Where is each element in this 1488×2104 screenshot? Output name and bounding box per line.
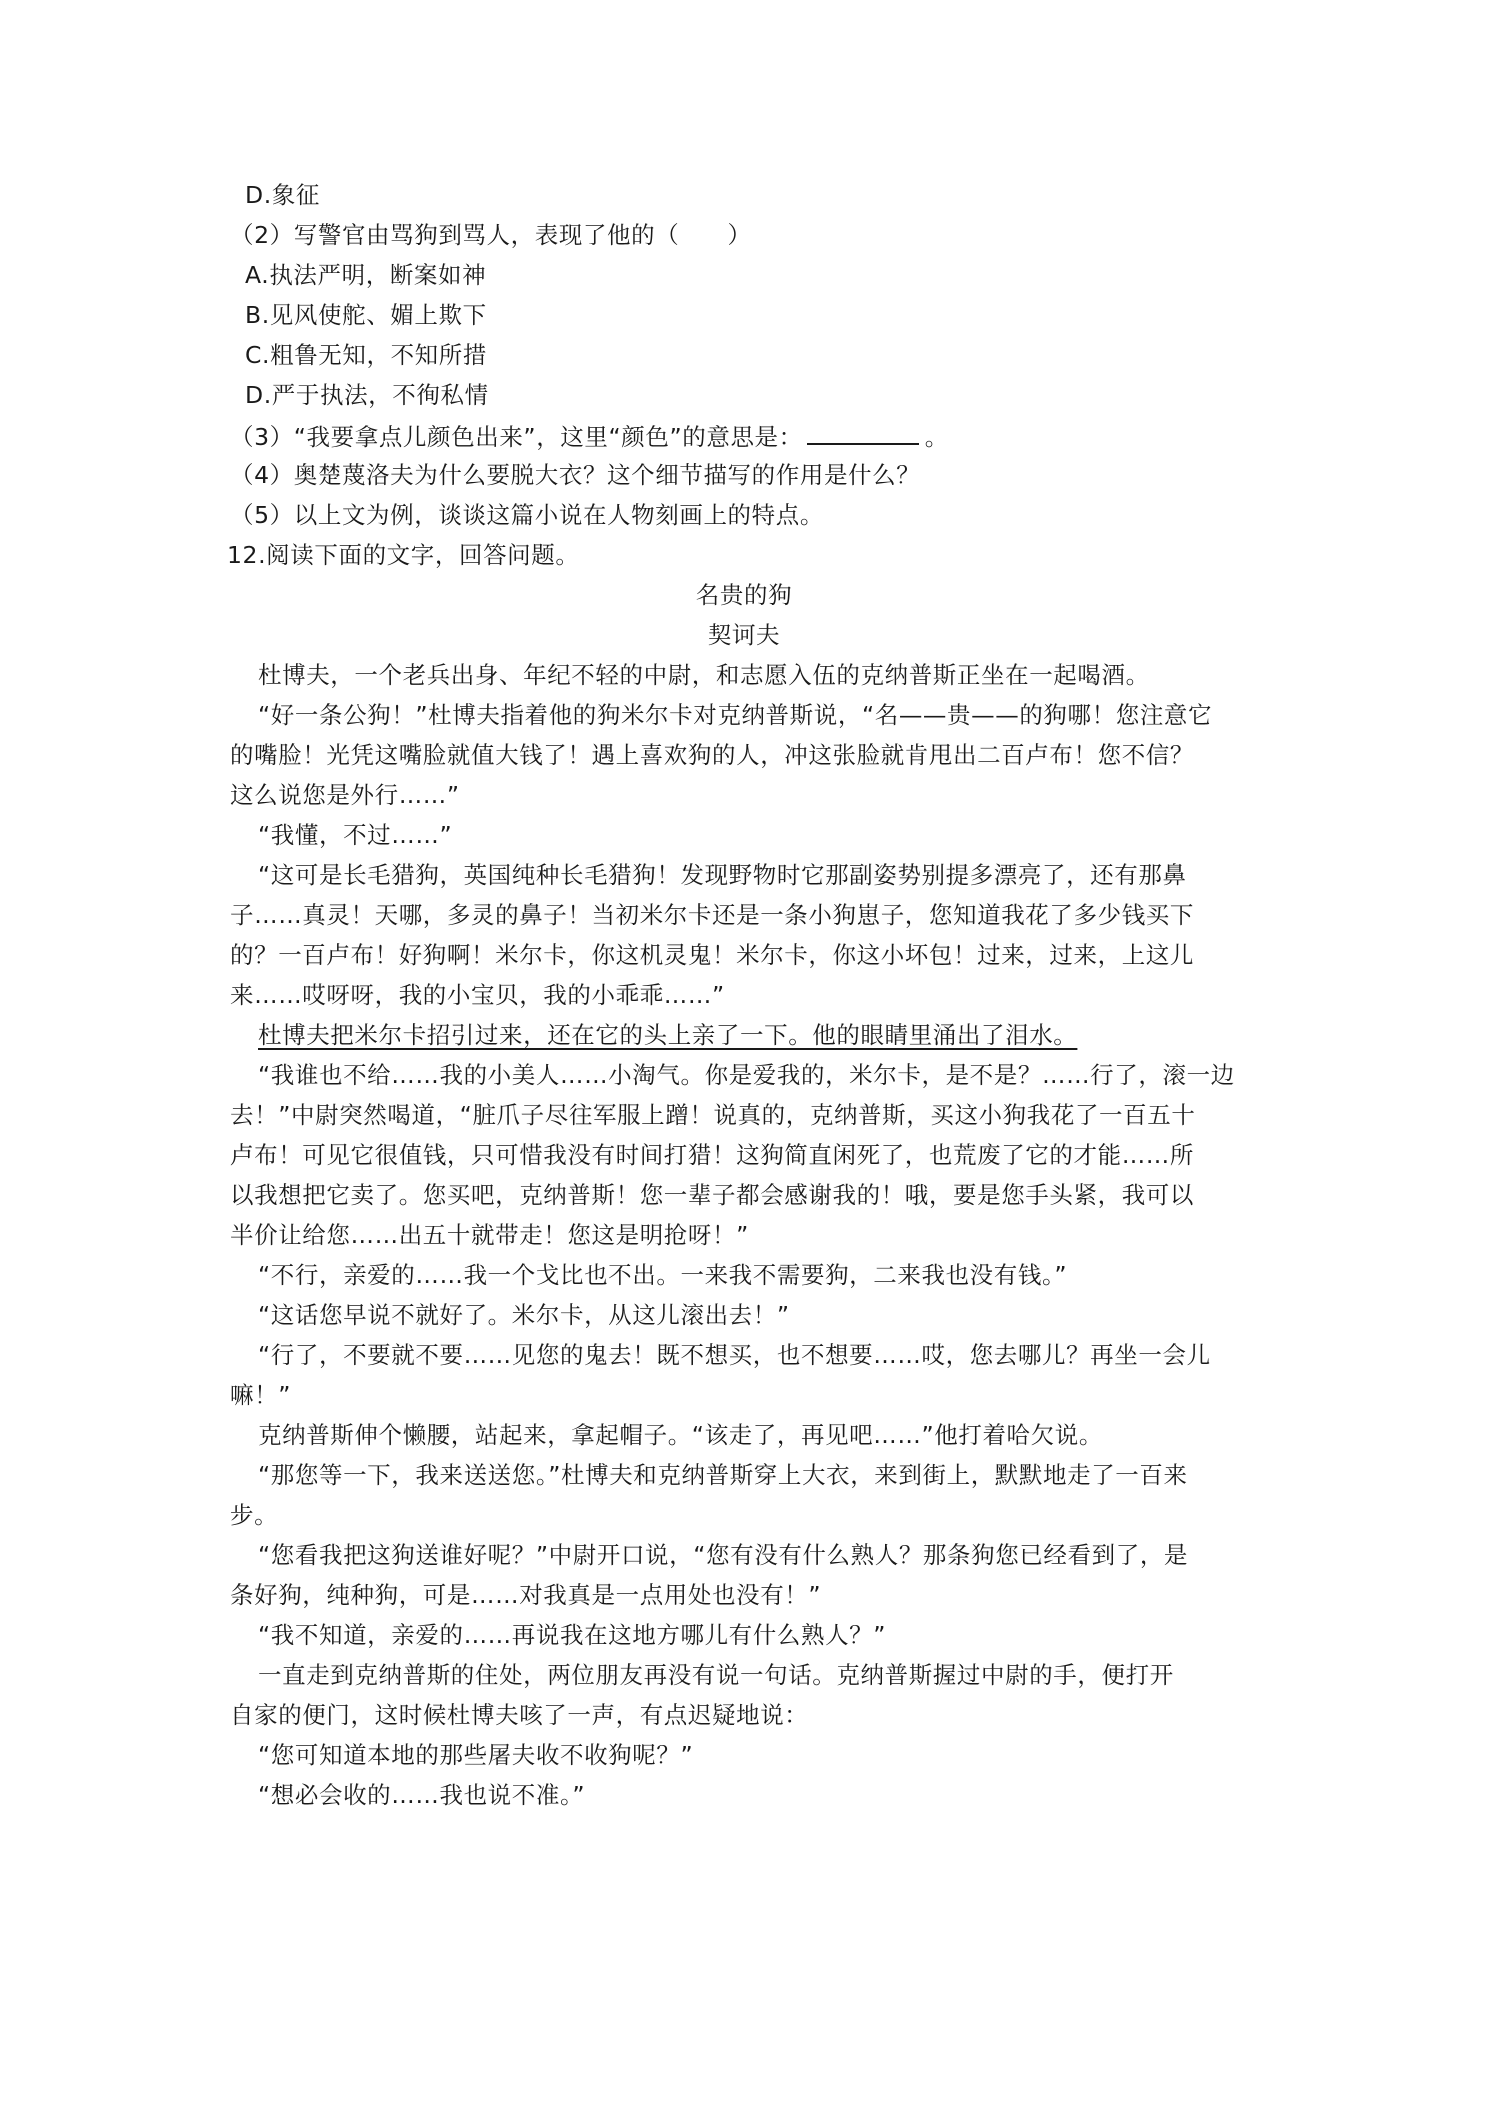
- story-line: “这可是长毛猎狗，英国纯种长毛猎狗！发现野物时它那副姿势别提多漂亮了，还有那鼻: [258, 861, 1187, 889]
- story-line: “这话您早说不就好了。米尔卡，从这儿滚出去！”: [258, 1301, 790, 1329]
- q2-option-a: A.执法严明，断案如神: [245, 261, 487, 289]
- q11-question-2: （2）写警官由骂狗到骂人，表现了他的（ ）: [230, 221, 752, 249]
- q2-option-b: B.见风使舵、媚上欺下: [245, 301, 487, 329]
- story-line: 卢布！可见它很值钱，只可惜我没有时间打猎！这狗简直闲死了，也荒废了它的才能……所: [230, 1141, 1194, 1169]
- story-line: 来……哎呀呀，我的小宝贝，我的小乖乖……”: [230, 981, 725, 1009]
- story-author: 契诃夫: [707, 621, 781, 649]
- q11-question-4: （4）奥楚蔑洛夫为什么要脱大衣？这个细节描写的作用是什么？: [230, 461, 921, 489]
- q11-option-d: D.象征: [245, 181, 320, 209]
- story-line: 条好狗，纯种狗，可是……对我真是一点用处也没有！”: [230, 1581, 822, 1609]
- story-line: 克纳普斯伸个懒腰，站起来，拿起帽子。“该走了，再见吧……”他打着哈欠说。: [258, 1421, 1103, 1449]
- story-line: 去！”中尉突然喝道，“脏爪子尽往军服上蹭！说真的，克纳普斯，买这小狗我花了一百五十: [230, 1101, 1196, 1129]
- answer-blank: [807, 421, 919, 445]
- q2-option-c: C.粗鲁无知，不知所措: [245, 341, 487, 369]
- story-line: “我不知道，亲爱的……再说我在这地方哪儿有什么熟人？”: [258, 1621, 887, 1649]
- story-title: 名贵的狗: [695, 581, 793, 609]
- story-line: “行了，不要就不要……见您的鬼去！既不想买，也不想要……哎，您去哪儿？再坐一会儿: [258, 1341, 1211, 1369]
- underlined-sentence: 杜博夫把米尔卡招引过来，还在它的头上亲了一下。他的眼睛里涌出了泪水。: [258, 1021, 1078, 1049]
- q3-text: （3）“我要拿点儿颜色出来”，这里“颜色”的意思是：: [230, 423, 803, 451]
- q12-prompt: 12.阅读下面的文字，回答问题。: [227, 541, 580, 569]
- story-line: 自家的便门，这时候杜博夫咳了一声，有点迟疑地说：: [230, 1701, 809, 1729]
- story-line: “我懂，不过……”: [258, 821, 453, 849]
- q3-end: 。: [924, 423, 949, 451]
- story-line: 的嘴脸！光凭这嘴脸就值大钱了！遇上喜欢狗的人，冲这张脸就肯甩出二百卢布！您不信？: [230, 741, 1194, 769]
- story-line: “您可知道本地的那些屠夫收不收狗呢？”: [258, 1741, 694, 1769]
- story-line: “我谁也不给……我的小美人……小淘气。你是爱我的，米尔卡，是不是？……行了，滚一边: [258, 1061, 1235, 1089]
- story-line: 的？一百卢布！好狗啊！米尔卡，你这机灵鬼！米尔卡，你这小坏包！过来，过来，上这儿: [230, 941, 1194, 969]
- q2-option-d: D.严于执法，不徇私情: [245, 381, 489, 409]
- story-line: 嘛！”: [230, 1381, 291, 1409]
- story-line: 步。: [230, 1501, 279, 1529]
- story-line: 子……真灵！天哪，多灵的鼻子！当初米尔卡还是一条小狗崽子，您知道我花了多少钱买下: [230, 901, 1194, 929]
- story-line: “您看我把这狗送谁好呢？”中尉开口说，“您有没有什么熟人？那条狗您已经看到了，是: [258, 1541, 1189, 1569]
- story-line: “不行，亲爱的……我一个戈比也不出。一来我不需要狗，二来我也没有钱。”: [258, 1261, 1068, 1289]
- q11-question-3: [230, 421, 949, 451]
- story-line: 一直走到克纳普斯的住处，两位朋友再没有说一句话。克纳普斯握过中尉的手，便打开: [258, 1661, 1174, 1689]
- story-line: “想必会收的……我也说不准。”: [258, 1781, 586, 1809]
- story-line: “好一条公狗！”杜博夫指着他的狗米尔卡对克纳普斯说，“名——贵——的狗哪！您注意它: [258, 701, 1213, 729]
- story-line: “那您等一下，我来送送您。”杜博夫和克纳普斯穿上大衣，来到街上，默默地走了一百来: [258, 1461, 1188, 1489]
- story-line: 杜博夫，一个老兵出身、年纪不轻的中尉，和志愿入伍的克纳普斯正坐在一起喝酒。: [258, 661, 1150, 689]
- story-line: 这么说您是外行……”: [230, 781, 460, 809]
- q11-question-5: （5）以上文为例，谈谈这篇小说在人物刻画上的特点。: [230, 501, 824, 529]
- story-line: 以我想把它卖了。您买吧，克纳普斯！您一辈子都会感谢我的！哦，要是您手头紧，我可以: [230, 1181, 1194, 1209]
- story-line: 半价让给您……出五十就带走！您这是明抢呀！”: [230, 1221, 749, 1249]
